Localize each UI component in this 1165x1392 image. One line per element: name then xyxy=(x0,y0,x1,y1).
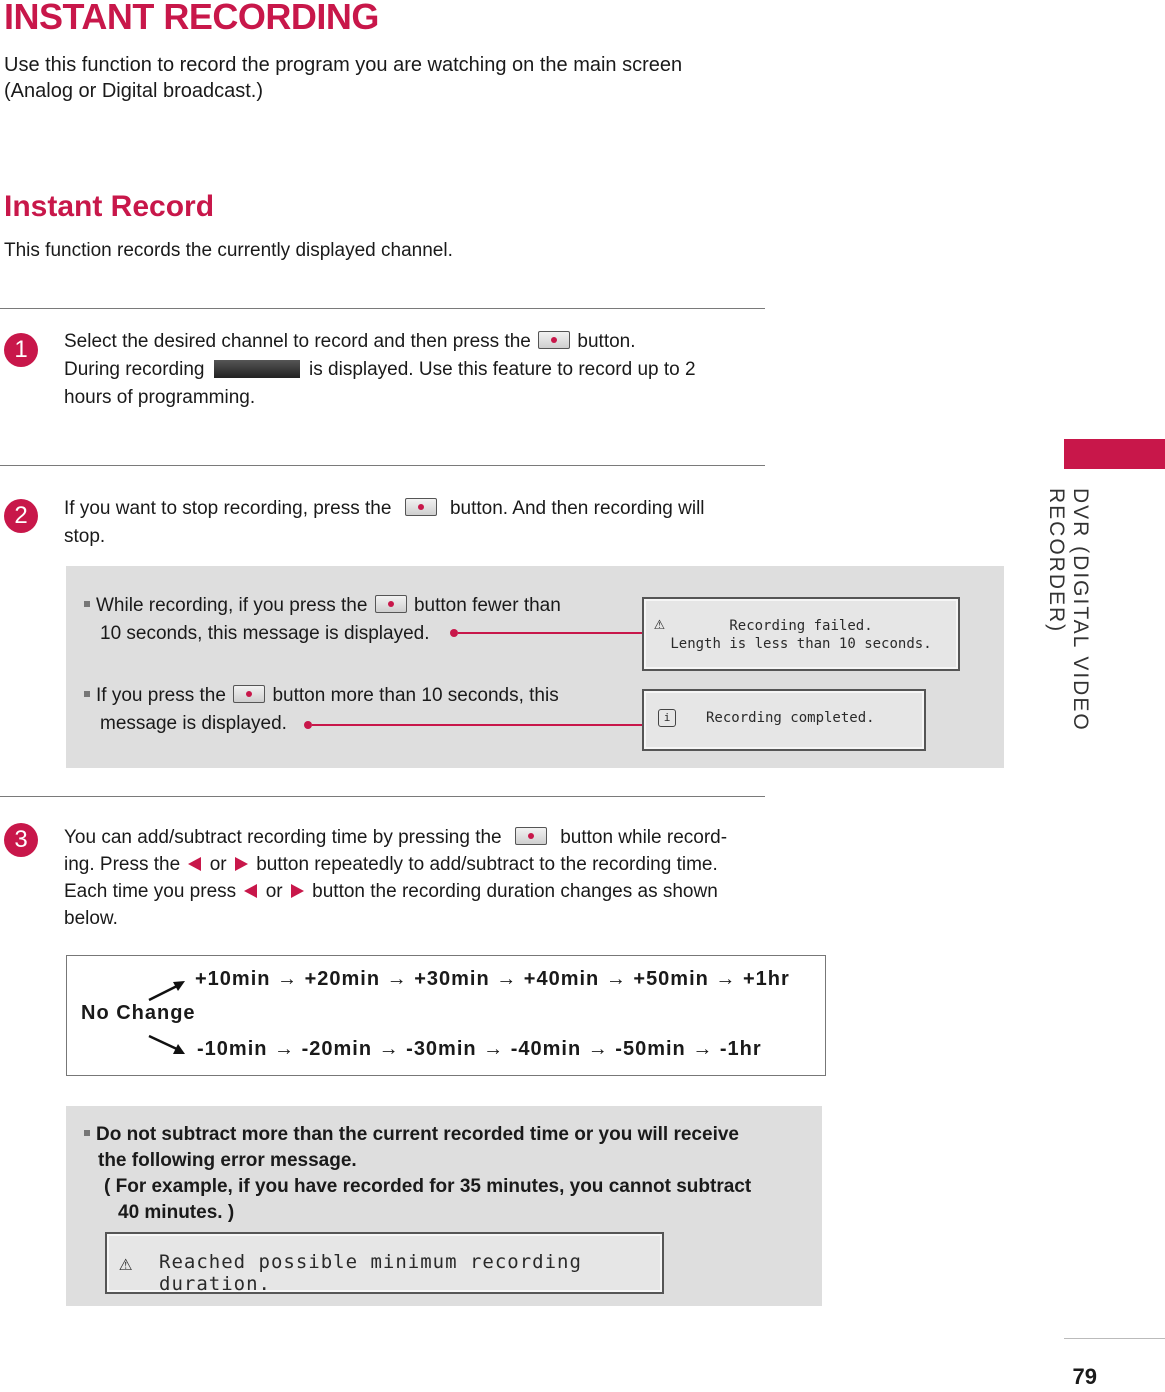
warning-icon: ⚠ xyxy=(119,1251,134,1276)
bullet-icon xyxy=(84,691,90,697)
step-3-text-h: button the recording duration changes as shown xyxy=(312,881,718,902)
step-1-line-2 xyxy=(64,356,764,384)
note-2-line-1 xyxy=(84,682,614,710)
side-section-label: DVR (DIGITAL VIDEO RECORDER) xyxy=(1045,488,1092,732)
left-arrow-icon xyxy=(188,857,201,871)
step-2-badge: 2 xyxy=(4,499,38,533)
step-2-text-a: If you want to stop recording, press the xyxy=(64,498,392,519)
record-button-icon xyxy=(405,498,437,516)
note-1-line-1 xyxy=(84,592,614,620)
left-arrow-icon xyxy=(244,884,257,898)
subtract-sequence: -10min → -20min → -30min → -40min → -50min → -1hr xyxy=(197,1038,762,1060)
pointer-line xyxy=(458,632,642,634)
right-arrow-icon xyxy=(291,884,304,898)
step-3-line-3 xyxy=(64,878,784,905)
footer-divider xyxy=(1064,1338,1165,1339)
section-description: This function records the currently displayed channel. xyxy=(4,240,453,261)
note-1 xyxy=(84,592,614,648)
step-3-text xyxy=(64,824,784,932)
minimum-duration-message-box xyxy=(105,1232,664,1294)
step-3-line-2 xyxy=(64,851,784,878)
step-1-text-a: Select the desired channel to record and then press the xyxy=(64,331,531,352)
pointer-dot-icon xyxy=(304,721,312,729)
step-3-line-1 xyxy=(64,824,784,851)
step-2-line-2: stop. xyxy=(64,526,106,547)
add-sequence: +10min → +20min → +30min → +40min → +50min → +1hr xyxy=(195,968,790,990)
step-1-text-c: During recording xyxy=(64,359,205,380)
warning-text-a: Do not subtract more than the current recorded time or you will receive xyxy=(96,1124,739,1145)
warning-line-3: ( For example, if you have recorded for 35 minutes, you cannot subtract xyxy=(104,1176,752,1197)
warning-note xyxy=(84,1122,804,1226)
note-2 xyxy=(84,682,614,738)
failed-message-line-2: Length is less than 10 seconds. xyxy=(670,636,932,652)
divider xyxy=(0,796,765,797)
up-arrow-icon xyxy=(145,978,189,1004)
failed-message-line-1: Recording failed. xyxy=(729,618,873,634)
step-3-line-4: below. xyxy=(64,908,118,929)
completed-message-box xyxy=(642,689,926,751)
record-button-icon xyxy=(375,595,407,613)
step-3-text-g: or xyxy=(265,881,283,902)
failed-message-text xyxy=(644,617,958,653)
record-button-icon xyxy=(233,685,265,703)
step-1-line-1 xyxy=(64,328,764,356)
step-2-text xyxy=(64,495,764,551)
step-3-badge: 3 xyxy=(4,823,38,857)
step-1-text xyxy=(64,328,764,412)
note-1-text-b: button fewer than xyxy=(413,595,561,616)
step-3-text-b: button while record- xyxy=(560,827,728,848)
record-button-icon xyxy=(515,827,547,845)
down-arrow-icon xyxy=(145,1032,189,1058)
note-2-text-a: If you press the xyxy=(96,685,226,706)
pointer-dot-icon xyxy=(450,629,458,637)
note-1-line-2: 10 seconds, this message is displayed. xyxy=(100,623,430,644)
section-title: Instant Record xyxy=(4,190,215,223)
divider xyxy=(0,308,765,309)
step-1-line-3: hours of programming. xyxy=(64,387,256,408)
side-tab-marker xyxy=(1064,439,1165,469)
warning-line-1 xyxy=(84,1122,804,1148)
step-3-text-f: Each time you press xyxy=(64,881,237,902)
note-2-text-b: button more than 10 seconds, this xyxy=(272,685,559,706)
bullet-icon xyxy=(84,1130,90,1136)
recording-indicator-icon xyxy=(214,360,300,378)
bullet-icon xyxy=(84,601,90,607)
record-button-icon xyxy=(538,331,570,349)
page-title: INSTANT RECORDING xyxy=(4,0,379,37)
intro-line-2: (Analog or Digital broadcast.) xyxy=(4,80,264,102)
failed-message-box xyxy=(642,597,960,671)
step-3-text-e: button repeatedly to add/subtract to the recording time. xyxy=(256,854,718,875)
step-3-text-c: ing. Press the xyxy=(64,854,181,875)
step-3-text-a: You can add/subtract recording time by pressing the xyxy=(64,827,502,848)
right-arrow-icon xyxy=(235,857,248,871)
step-1-text-d: is displayed. Use this feature to record up to 2 xyxy=(309,359,696,380)
divider xyxy=(0,465,765,466)
warning-icon: ⚠ xyxy=(654,613,665,634)
note-2-line-2: message is displayed. xyxy=(100,713,287,734)
page-number: 79 xyxy=(1072,1364,1097,1389)
no-change-label: No Change xyxy=(81,1002,196,1024)
completed-message-text: Recording completed. xyxy=(706,710,875,726)
intro-text xyxy=(4,52,744,104)
info-icon: i xyxy=(658,709,676,727)
intro-line-1: Use this function to record the program you are watching on the main screen xyxy=(4,54,683,76)
note-1-text-a: While recording, if you press the xyxy=(96,595,368,616)
step-1-badge: 1 xyxy=(4,333,38,367)
step-1-text-b: button. xyxy=(577,331,636,352)
duration-diagram xyxy=(66,955,826,1076)
minimum-duration-message-text: Reached possible minimum recording duration. xyxy=(159,1251,582,1295)
step-2-line-1 xyxy=(64,495,764,523)
step-3-text-d: or xyxy=(209,854,227,875)
warning-line-4: 40 minutes. ) xyxy=(118,1202,235,1223)
pointer-line xyxy=(312,724,642,726)
step-2-text-b: button. And then recording will xyxy=(449,498,705,519)
warning-line-2: the following error message. xyxy=(98,1150,357,1171)
